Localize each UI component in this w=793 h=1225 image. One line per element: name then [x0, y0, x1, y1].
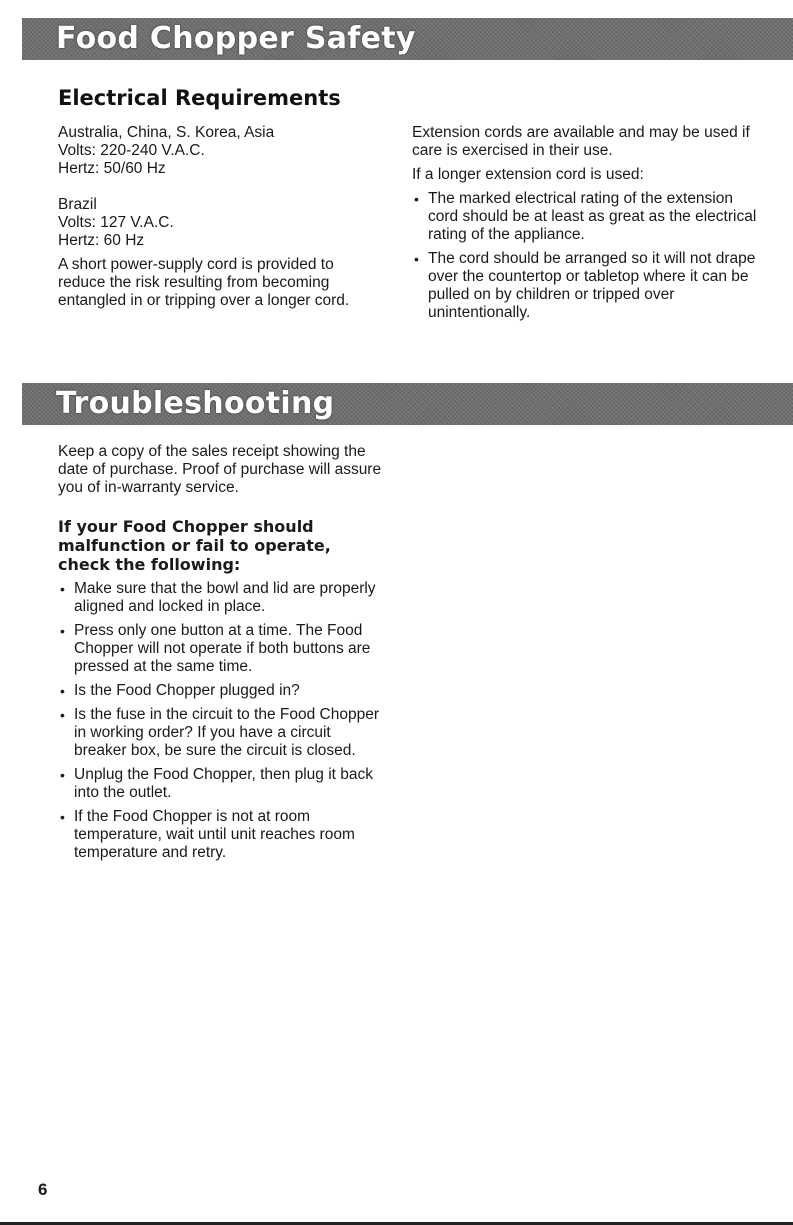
receipt-note: Keep a copy of the sales receipt showing the date of purchase. Proof of purchase will assure you of in-warranty service. [58, 443, 382, 496]
page-number: 6 [38, 1180, 48, 1199]
troubleshooting-banner [22, 383, 793, 425]
extension-intro: If a longer extension cord is used: [412, 166, 644, 183]
region-text: Australia, China, S. Korea, Asia [58, 124, 275, 141]
list-item: • Unplug the Food Chopper, then plug it back into the outlet. [60, 766, 374, 801]
bullet-icon: • [414, 191, 419, 207]
list-item: • The cord should be arranged so it will not drape over the countertop or tabletop where it can be pulled on by children or tripped over unintentionally. [414, 250, 756, 321]
extension-note: Extension cords are available and may be used if care is exercised in their use. [412, 124, 750, 159]
bullet-icon: • [60, 809, 65, 825]
electrical-left-column [58, 124, 358, 316]
bullet-icon: • [60, 707, 65, 723]
list-item: • The marked electrical rating of the extension cord should be at least as great as the electrical rating of the appliance. [414, 190, 757, 243]
troubleshooting-banner-title: Troubleshooting [56, 386, 335, 421]
bullet-icon: • [414, 251, 419, 267]
bullet-icon: • [60, 767, 65, 783]
safety-banner-title: Food Chopper Safety [56, 21, 416, 56]
safety-banner [22, 18, 793, 60]
bullet-icon: • [60, 623, 65, 639]
bullet-icon: • [60, 683, 65, 699]
list-item: • Is the Food Chopper plugged in? [60, 682, 300, 699]
list-item: • If the Food Chopper is not at room temperature, wait until unit reaches room temperature and retry. [60, 808, 355, 861]
volts-text: Volts: 127 V.A.C. [58, 214, 174, 231]
electrical-right-column [412, 124, 757, 328]
hertz-text: Hertz: 60 Hz [58, 232, 145, 249]
list-item: • Is the fuse in the circuit to the Food Chopper in working order? If you have a circuit breaker box, be sure the circuit is closed. [60, 706, 380, 759]
cord-note: A short power-supply cord is provided to reduce the risk resulting from becoming entangled in or tripping over a longer cord. [58, 256, 350, 309]
troubleshooting-check-list [58, 580, 383, 862]
bullet-icon: • [60, 581, 65, 597]
electrical-requirements-heading: Electrical Requirements [58, 86, 341, 110]
volts-text: Volts: 220-240 V.A.C. [58, 142, 205, 159]
hertz-text: Hertz: 50/60 Hz [58, 160, 166, 177]
region-text: Brazil [58, 196, 97, 213]
troubleshooting-column [58, 443, 383, 868]
list-item: • Press only one button at a time. The Food Chopper will not operate if both buttons are pressed at the same time. [60, 622, 371, 675]
extension-bullet-list [412, 190, 757, 322]
list-item: • Make sure that the bowl and lid are properly aligned and locked in place. [60, 580, 376, 615]
troubleshooting-subheading: If your Food Chopper should malfunction or fail to operate, check the following: [58, 517, 331, 574]
